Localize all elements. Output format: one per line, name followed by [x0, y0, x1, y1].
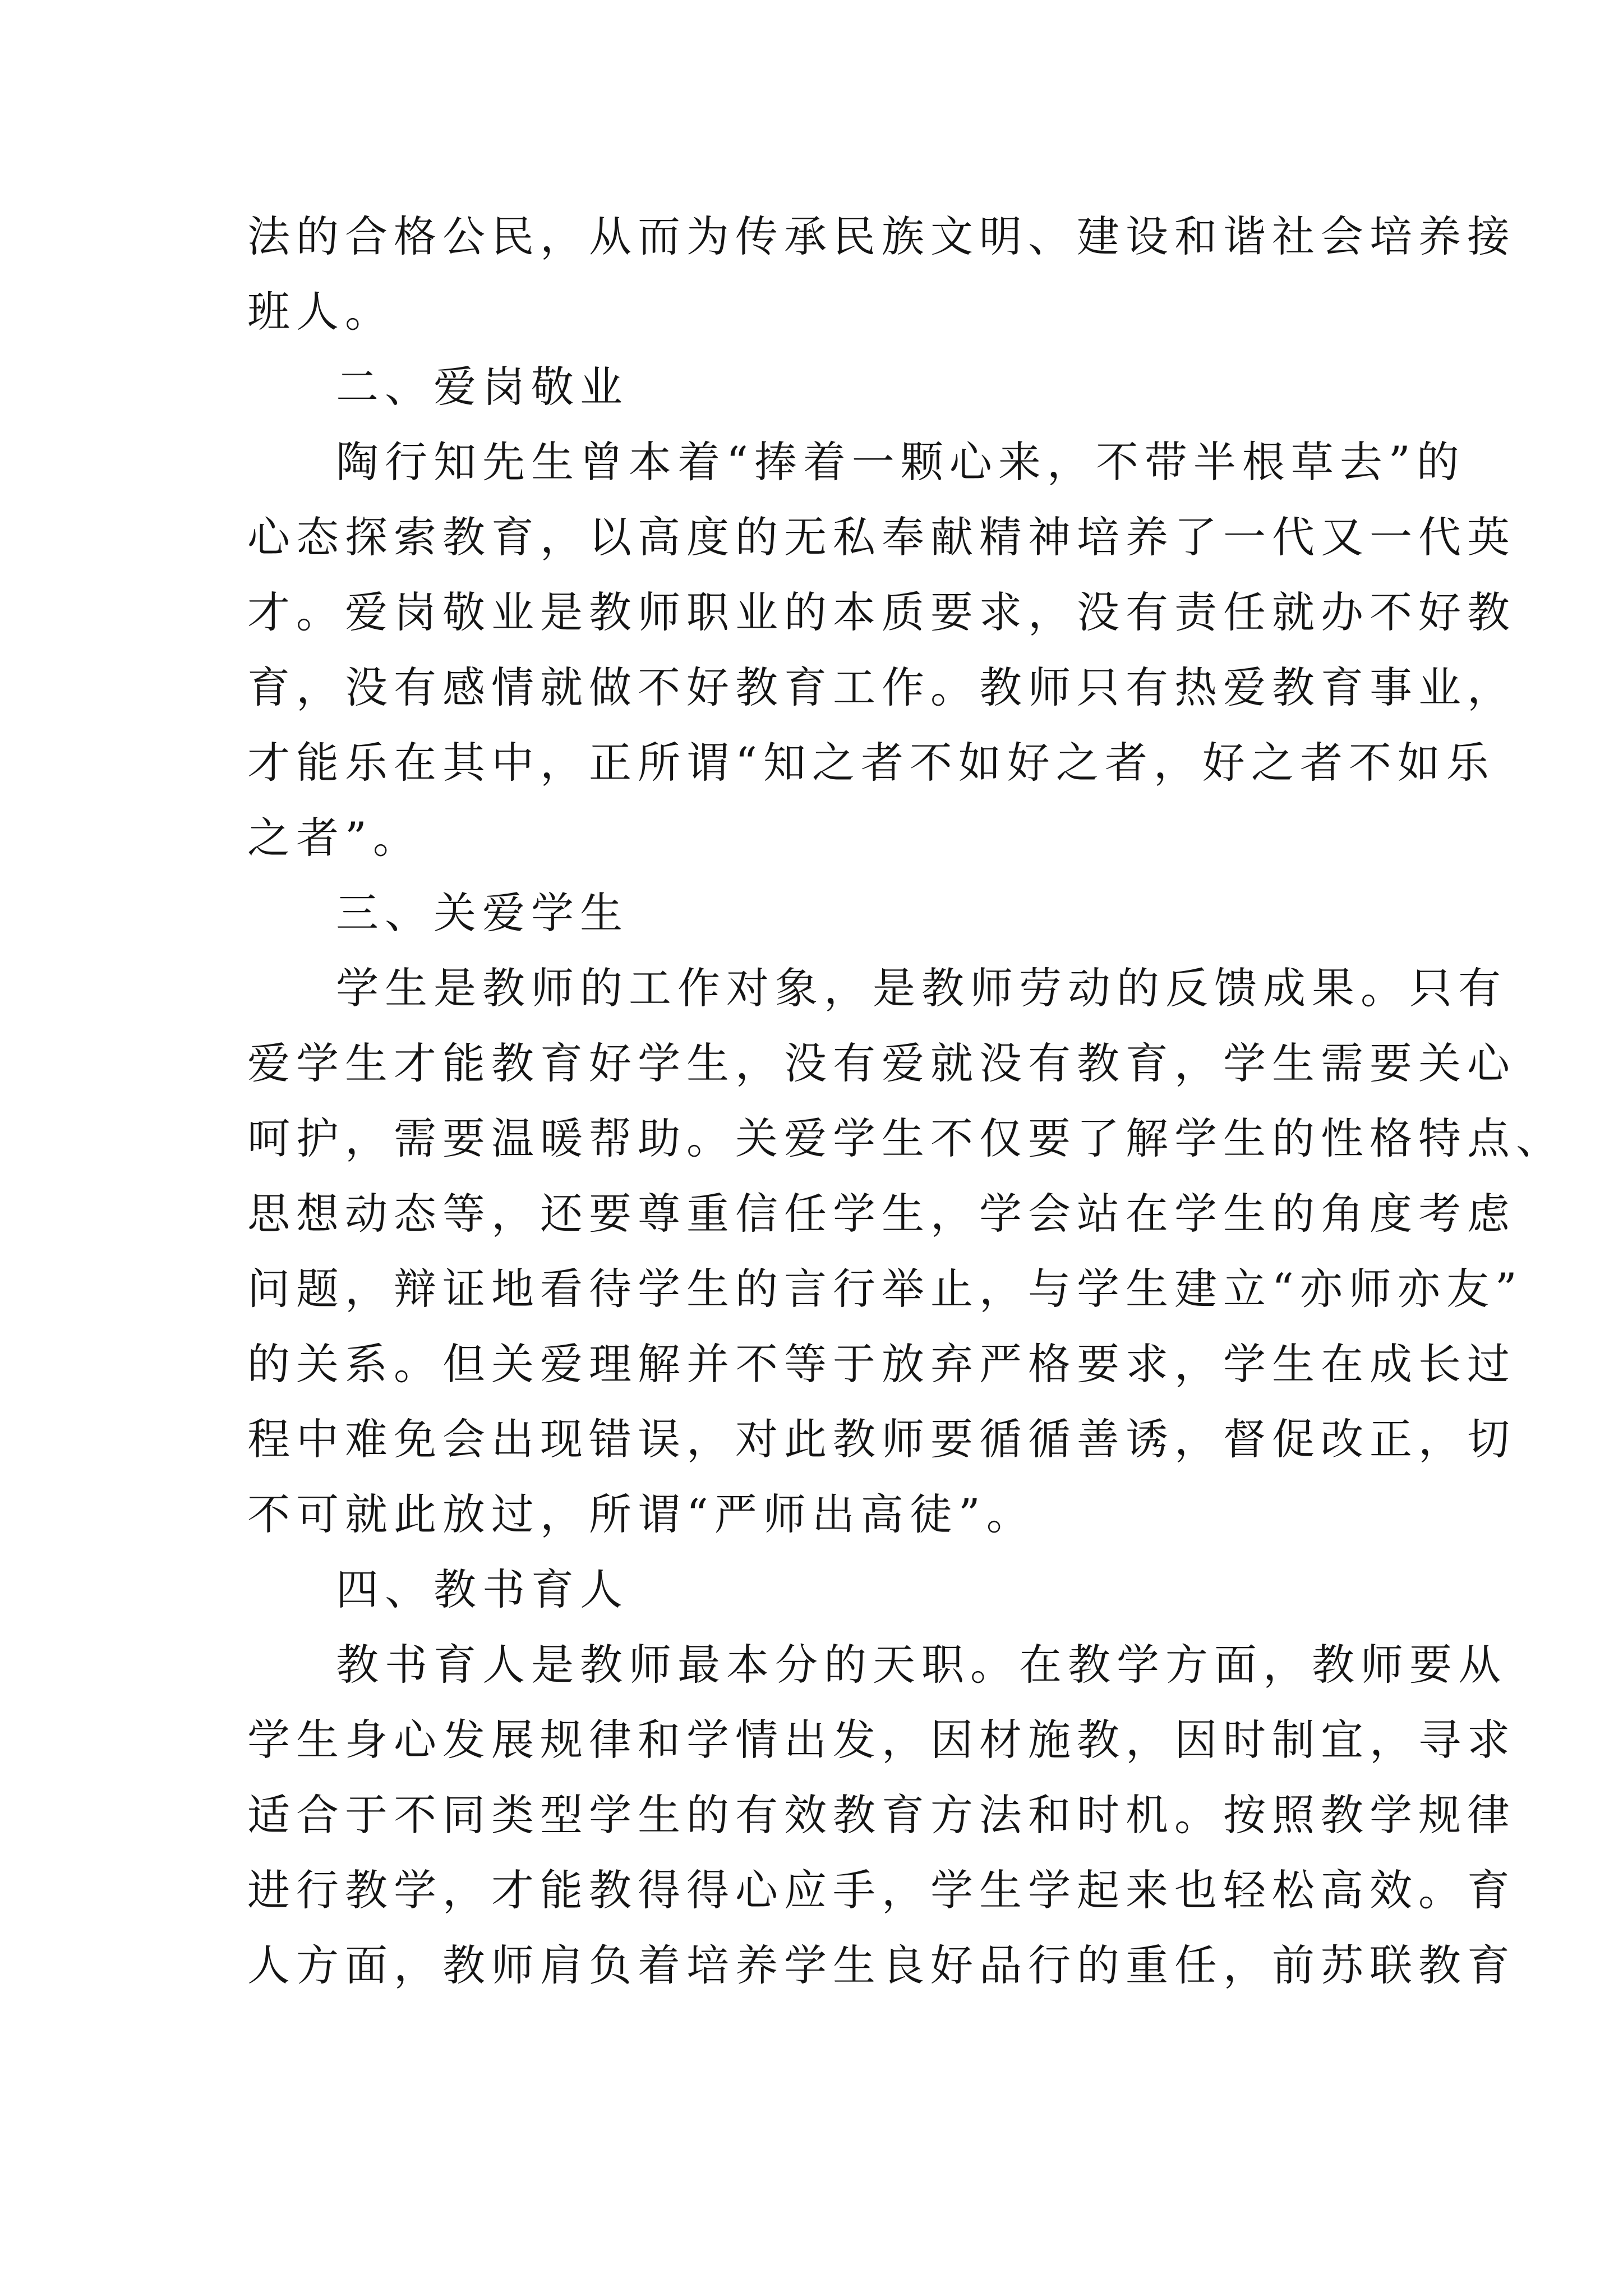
document-body [247, 199, 1565, 2003]
text-line: 呵护，需要温暖帮助。关爱学生不仅要了解学生的性格特点、 [247, 1114, 1565, 1163]
text-line: 学生身心发展规律和学情出发，因材施教，因时制宜，寻求 [247, 1715, 1516, 1765]
text-line: 之者”。 [247, 813, 422, 863]
text-line: 心态探索教育，以高度的无私奉献精神培养了一代又一代英 [247, 512, 1516, 562]
section-heading-2: 二、爱岗敬业 [336, 362, 629, 412]
text-line: 学生是教师的工作对象，是教师劳动的反馈成果。只有 [336, 963, 1507, 1013]
paragraph-teaching [247, 1627, 1516, 2003]
text-line: 教书育人是教师最本分的天职。在教学方面，教师要从 [336, 1640, 1507, 1690]
text-line: 育，没有感情就做不好教育工作。教师只有热爱教育事业， [247, 662, 1516, 712]
text-line: 班人。 [247, 287, 394, 337]
text-line: 问题，辩证地看待学生的言行举止，与学生建立“亦师亦友” [247, 1264, 1523, 1314]
text-line: 爱学生才能教育好学生，没有爱就没有教育，学生需要关心 [247, 1038, 1516, 1088]
section-heading-3: 三、关爱学生 [336, 888, 629, 938]
text-line: 陶行知先生曾本着“捧着一颗心来，不带半根草去”的 [336, 437, 1465, 487]
text-line: 不可就此放过，所谓“严师出高徒”。 [247, 1489, 1035, 1539]
paragraph-dedication [247, 425, 1516, 876]
paragraph-caring-students [247, 951, 1565, 1552]
text-line: 程中难免会出现错误，对此教师要循循善诱，督促改正，切 [247, 1414, 1516, 1464]
text-line: 才能乐在其中，正所谓“知之者不如好之者，好之者不如乐 [247, 738, 1495, 788]
text-line: 进行教学，才能教得得心应手，学生学起来也轻松高效。育 [247, 1865, 1516, 1915]
text-line: 人方面，教师肩负着培养学生良好品行的重任，前苏联教育 [247, 1940, 1516, 1990]
text-line: 法的合格公民，从而为传承民族文明、建设和谐社会培养接 [247, 211, 1516, 261]
text-line: 的关系。但关爱理解并不等于放弃严格要求，学生在成长过 [247, 1339, 1516, 1389]
text-line: 思想动态等，还要尊重信任学生，学会站在学生的角度考虑 [247, 1189, 1516, 1239]
text-line: 适合于不同类型学生的有效教育方法和时机。按照教学规律 [247, 1790, 1516, 1840]
text-line: 才。爱岗敬业是教师职业的本质要求，没有责任就办不好教 [247, 587, 1516, 637]
section-heading-4: 四、教书育人 [336, 1565, 629, 1614]
paragraph-continuation [247, 199, 1516, 349]
